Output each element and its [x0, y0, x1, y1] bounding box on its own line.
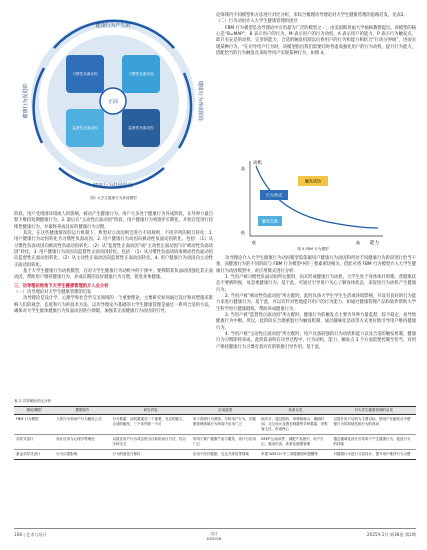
table-cell: 通过趣味化设计引导用户产生健康行为，促进行为的持续	[332, 435, 416, 450]
y-high-label: 高	[241, 166, 245, 171]
figure1-caption: 图1 大学生健康行为养成模型	[90, 196, 137, 200]
table-cell: 设计应用与心理学等理论	[54, 435, 110, 450]
subsection-heading: （一）功导理论对大学生健康管理的启发	[14, 290, 92, 296]
fbm-model-chart	[238, 156, 388, 246]
paragraph: FBM 行为模型是功导理论中应用最为广泛的模型之一，由美国斯坦福大学福格教授提出。该模型的核心是“B=MAP”，B 表示用户的行为，M 表示用户的行为动机，A 表示用户的能力，P 表示行为触发点。即只有充足的动机、完善的能力，合适的触发机制以后将用户的行为和能力相结合“行动分界线”，进而实现某种行为。“在功导用户行为时，该模型指出我们需要同时考虑高强化用户的行为动机，提升行为能力，搭配恰当的行为触发点来助导用户实现某种行为，如图 4。	[216, 25, 416, 57]
box-fail-label: 触发失败	[262, 218, 278, 224]
paragraph: 功导理论是设计学、心理学和社会学交叉领域的一个重要理论，主要研究如何通过设计和高塑施来影响人们的观念、态度和行为的技术方法。以功导理论为基础的大学生健康管理是通过一系列合适的方法，确保对大学生群体健康行为负面动因进行抑制，加强其正面健康行为动因的引导。	[14, 296, 213, 315]
table-cell: 行为反馈影响	[54, 450, 110, 460]
table-cell: FBM 行为模型	[14, 415, 54, 435]
footer-journal-mark: 设计 DESIGN	[206, 531, 222, 541]
table-cell: 行为要素：动机要素各三个重要，充足的能力，合适的触发，三个条件缺一不可	[110, 415, 190, 435]
quadrant-br-label: 监督性负面动因	[128, 126, 154, 130]
quadrant-tl-label: 习惯性负面动因	[72, 72, 98, 76]
table-header-row	[14, 407, 416, 415]
box-behavior-label: 行为养成	[266, 192, 282, 198]
table-cell: 行为的改变与保持	[110, 450, 190, 460]
x-low-label: 低	[252, 240, 256, 245]
paragraph: 3. 当用户被“监督性正面动因”所左配时，健康行为的触发点主要为外界力量监督，较不稳定，易导致健康行为中断。所以，此阶段应合理重置行为触发机制，通过趣味化活动等方式更好地引导用户维持健康行为。	[216, 313, 416, 331]
figure2-caption: 图 4 FBM 行为模型	[297, 247, 329, 251]
footer-issue-info: 2025年1月 第38卷 第2期	[366, 532, 416, 537]
table-cell: KEEP 运动软件、减肥产品指引、用户日记、健身饮食、体系化健康管理	[259, 435, 331, 450]
table-cell: 对健康行为进行分层设计，提升用户维持行为习惯	[332, 450, 416, 460]
table-header: 对大学生健康管理的启发	[332, 407, 416, 415]
table-cell: 人的行为和用户行为触发公式	[54, 415, 110, 435]
paragraph: 阶段。用户受周围环境或人的影响，被动产生健康行为。用户大多处于健康行为养成阶段，在外界力量自督下维持短期健康行为。3. 最后在“主动性正面动因”阶段，用户健康行为将逐步长期化，开始自觉进行持续性健康行为，并最终养成良好的健康行为习惯。	[14, 212, 213, 230]
comparison-table	[14, 406, 416, 460]
table-cell: 用于说明行为准则，分析用户行为，在健康管理领域行为养成中应用广泛	[191, 415, 259, 435]
paragraph: 4. 当用户被“主动性正面动因”所左配时，用户具备较强的行为动机和能力以及合适的触发机制，健康行为习惯即将养成。此阶段表明在功导过程中，行为动机、能力、触发点 3 个方面需要控制至恰当，对用户保持健康行为习惯有着应有的积极引导作用。基于此，	[216, 332, 416, 350]
table-header: 研究内容	[110, 407, 190, 415]
center-label: 正面	[107, 99, 119, 105]
table-row	[14, 415, 416, 435]
table-cell: 拥多多、通过拥有、形势和暗示、兼顾时间、交互设计及感官刺激等多种要素，采集客人性，形成核心	[259, 415, 331, 435]
table-cell: 应用于医疗健康，交互式体验等领域	[191, 450, 259, 460]
outer-right-label: 健康行为养成阶段	[197, 80, 203, 122]
table-cell: 常用于推广健康产品与服务，设计与应用广泛	[191, 435, 259, 450]
y-low-label: 低	[241, 230, 245, 235]
table-row	[14, 450, 416, 460]
outer-bottom-label: 健康行为持续阶段	[92, 183, 134, 189]
table-header: 应用范围	[191, 407, 259, 415]
y-axis-label: 动机	[253, 161, 262, 166]
paragraph: 2. 当用户被“被动性负面动因”所左配时，此时具备大学生学生生活或环境影响，开设有良好的行为能力来进行健康行为。基于此，可以有针对性地提升用户的行为能力，如通过健康管理产品和软件帮助大学生科学进行健康锻炼，帮助养成健康行为。	[216, 294, 416, 312]
outer-top-label: 健康行为产生阶	[95, 23, 131, 29]
paragraph: 论领域内不同模型和方法进行对比分析，来综合梳理功导理论对大学生健康管理的思路启发，见表2。	[216, 13, 408, 18]
quadrant-bl-label: 监督性正面动因	[72, 126, 98, 130]
behavior-model-diagram	[14, 13, 213, 193]
box-success-label: 触发成功	[305, 178, 321, 184]
table-cell: 劝导式设计	[14, 435, 54, 450]
table-header: 理论/模型	[14, 407, 54, 415]
footer-page-info: 108 | 艺术与设计	[14, 532, 48, 537]
x-axis-label: 能力	[370, 241, 379, 246]
table-title: 表 2 功导理论对比分析	[14, 399, 51, 403]
right-column-text-lower	[216, 256, 416, 351]
quadrant-tr-label: 习惯性负面动因	[128, 72, 154, 76]
table-cell: 基金劝导式设计	[14, 450, 54, 460]
table-header: 体系分类	[259, 407, 331, 415]
footer-divider	[14, 528, 416, 529]
table-row	[14, 435, 416, 450]
section-heading: 三、功导理论视角下大学生健康管理的介入点分析	[14, 283, 109, 289]
paragraph: 基于大学生健康行为动机模型，在对大学生健康行为动机中的干预中，要抑制其负面动因强化其正面动因，帮助用户维持健康行为，养成长期的良好健康行为习惯，促进身体健康。	[14, 269, 213, 281]
subsection-heading: （二）行为动因介入大学生健康管理的途径	[216, 19, 298, 25]
paragraph: 功导理论介入大学生健康行为动因模型需依据用户健康行为动因和所处不同健康行为阶段进行恰当干预，而健康行为的不同阶段与 FBM 行为模型中的三要素密切相关，借此可将 FBM 行为模型介入大学生健康行为动因模型中，对应用模式进行分析：	[216, 256, 416, 274]
table-cell: 苹果 WATCH 中三项健康圆环提醒等	[259, 450, 331, 460]
table-header: 模型简介	[54, 407, 110, 415]
x-high-label: 高	[356, 240, 360, 245]
table-cell: 以改变用户行为或态度为目标的设计方法，结合多种交互	[110, 435, 190, 450]
paragraph: 1. 当用户被习惯性负面动因所左配时，尚未形成健康行为动机，大学生处于身体体壮时期，普健康状态不要被明视，易忽视健康行为。基于此，可通过引导用户关心了解身体状态，来促进行为动机产生健康行为。	[216, 275, 416, 293]
paragraph: 其次，在这些健康情况的运行机制下，典型对立动因则会进行不同规则、不同序列的相互转化：1. 用户健康行为动因转化为习惯性负面动因。2. 用户健康行为动因向被动性负面动因转化。包括：（1）从习惯性负面动因向被动性负面动因转化；（2）从“监督性正面动因”或“主动性正面动因”向“被动性负面动因”转化。3. 用户健康行为动因向监督性正面动因转化。包括：（1）从习惯性负面动因或被动性负面动因向监督性正面动因转化；（2）从主动性正面动因向监督性正面动因转化。4. 用户健康行为动因向主动性正面动因转化。	[14, 231, 213, 268]
left-column-text	[14, 212, 213, 316]
table-cell: 以提升用户动机为主要目标，使用户在触发点中增强行为的持续性和行为的养成	[332, 415, 416, 435]
right-column-text	[216, 13, 416, 57]
outer-left-label: 健康行为促进阶	[23, 83, 29, 119]
